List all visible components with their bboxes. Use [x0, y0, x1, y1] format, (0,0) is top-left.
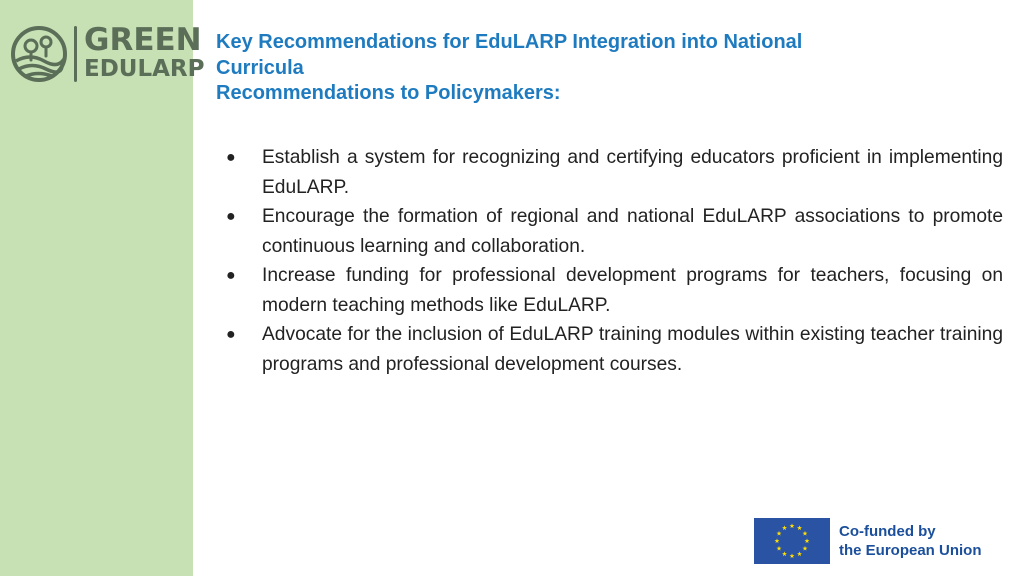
bullet-icon: ● — [226, 267, 236, 284]
eu-flag-icon — [754, 518, 830, 564]
logo-word-green: GREEN — [84, 22, 202, 58]
list-item-text: Establish a system for recognizing and certifying educators proficient in implementing EduLARP. — [262, 147, 1003, 198]
bullet-icon: ● — [226, 208, 236, 225]
eu-cofunded-line-1: Co-funded by — [839, 523, 936, 540]
green-edularp-logo-icon — [10, 25, 68, 83]
list-item — [222, 202, 1003, 261]
slide-title-line-2: Curricula — [216, 56, 304, 79]
list-item — [222, 261, 1003, 320]
list-item — [222, 143, 1003, 202]
list-item — [222, 320, 1003, 379]
list-item-text: Encourage the formation of regional and national EduLARP associations to promote continuous learning and collaboration. — [262, 206, 1003, 257]
slide-title-block — [216, 30, 936, 107]
eu-cofunded-text — [839, 522, 982, 560]
bullet-icon: ● — [226, 326, 236, 343]
bullet-icon: ● — [226, 149, 236, 166]
slide-title-line-1: Key Recommendations for EduLARP Integration into National — [216, 31, 803, 53]
eu-cofunded-line-2: the European Union — [839, 542, 982, 559]
recommendation-list — [222, 143, 1003, 379]
slide-subtitle: Recommendations to Policymakers: — [216, 82, 561, 104]
logo-word-edularp: EDULARP — [84, 56, 205, 82]
eu-cofunded-badge — [754, 518, 1014, 566]
list-item-text: Increase funding for professional development programs for teachers, focusing on modern teaching methods like EduLARP. — [262, 265, 1003, 316]
sidebar — [0, 0, 205, 576]
green-edularp-logo — [8, 22, 205, 88]
logo-divider — [74, 26, 77, 82]
list-item-text: Advocate for the inclusion of EduLARP training modules within existing teacher training programs and professional development courses. — [262, 324, 1003, 375]
